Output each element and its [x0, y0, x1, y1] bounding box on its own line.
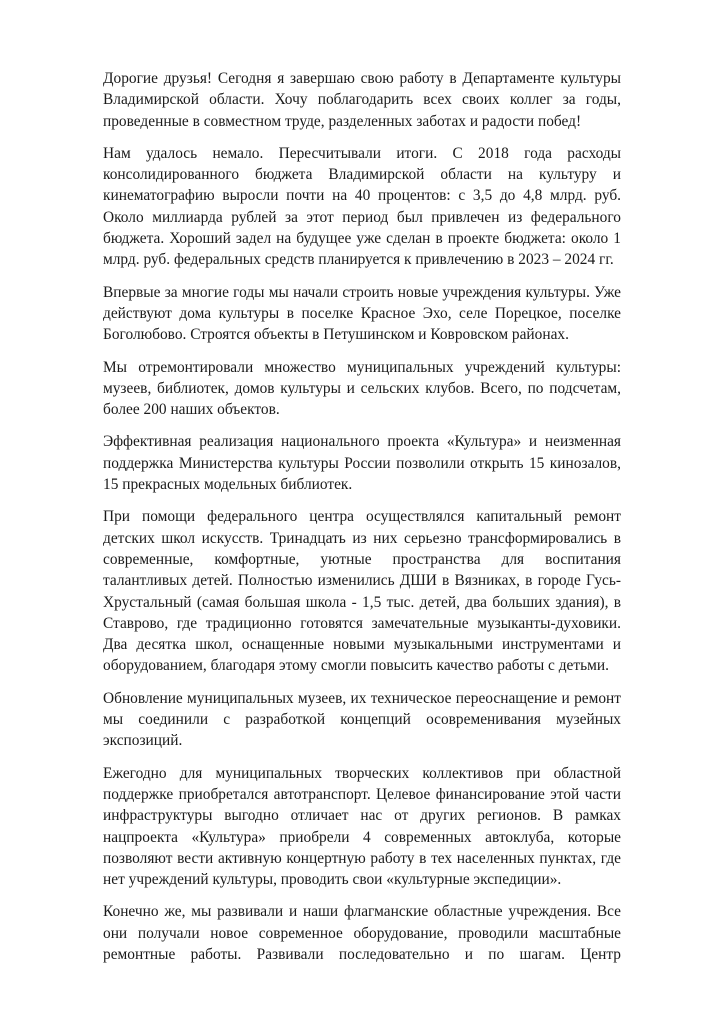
paragraph-renovations: Мы отремонтировали множество муниципальных учреждений культуры: музеев, библиотек, домов культуры и сельских клубов. Всего, по подсчетам, более 200 наших объектов.: [103, 358, 621, 419]
paragraph-museums: Обновление муниципальных музеев, их техническое переоснащение и ремонт мы соединили с разработкой концепций осовременивания музейных экспозиций.: [103, 689, 621, 750]
paragraph-new-institutions: Впервые за многие годы мы начали строить новые учреждения культуры. Уже действуют дома культуры в поселке Красное Эхо, селе Порецкое, поселке Боголюбово. Строятся объекты в Петушинском и Ковровском районах.: [103, 283, 621, 344]
paragraph-budget: Нам удалось немало. Пересчитывали итоги. С 2018 года расходы консолидированного бюджета Владимирской области на культуру и кинематографию выросли почти на 40 процентов: с 3,5 до 4,8 млрд. руб. Около миллиарда рублей за этот период был привлечен из федерального бюджета. Хороший задел на будущее уже сделан в проекте бюджета: около 1 млрд. руб. федеральных средств планируется к привлечению в 2023 – 2024 гг.: [103, 144, 621, 269]
paragraph-transport: Ежегодно для муниципальных творческих коллективов при областной поддержке приобретался автотранспорт. Целевое финансирование этой части инфраструктуры выгодно отличает нас от других регионов. В рамках нацпроекта «Культура» приобрели 4 современных автоклуба, которые позволяют вести активную концертную работу в тех населенных пунктах, где нет учреждений культуры, проводить свои «культурные экспедиции».: [103, 764, 621, 889]
document-body: [103, 68, 621, 976]
paragraph-flagship: Конечно же, мы развивали и наши флагманские областные учреждения. Все они получали новое современное оборудование, проводили масштабные ремонтные работы. Развивали последовательно и по шагам. Центр: [103, 903, 621, 963]
paragraph-greeting: Дорогие друзья! Сегодня я завершаю свою работу в Департаменте культуры Владимирской области. Хочу поблагодарить всех своих коллег за годы, проведенные в совместном труде, разделенных заботах и радости побед!: [103, 70, 621, 130]
paragraph-art-schools: При помощи федерального центра осуществлялся капитальный ремонт детских школ искусств. Тринадцать из них серьезно трансформировались в современные, комфортные, уютные пространства для воспитания талантливых детей. Полностью изменились ДШИ в Вязниках, в городе Гусь-Хрустальный (самая большая школа - 1,5 тыс. детей, два больших здания), в Ставрово, где традиционно готовятся замечательные музыканты-духовики. Два десятка школ, оснащенные новыми музыкальными инструментами и оборудованием, благодаря этому смогли повысить качество работы с детьми.: [103, 508, 621, 675]
paragraph-national-project: Эффективная реализация национального проекта «Культура» и неизменная поддержка Министерства культуры России позволили открыть 15 кинозалов, 15 прекрасных модельных библиотек.: [103, 433, 621, 494]
